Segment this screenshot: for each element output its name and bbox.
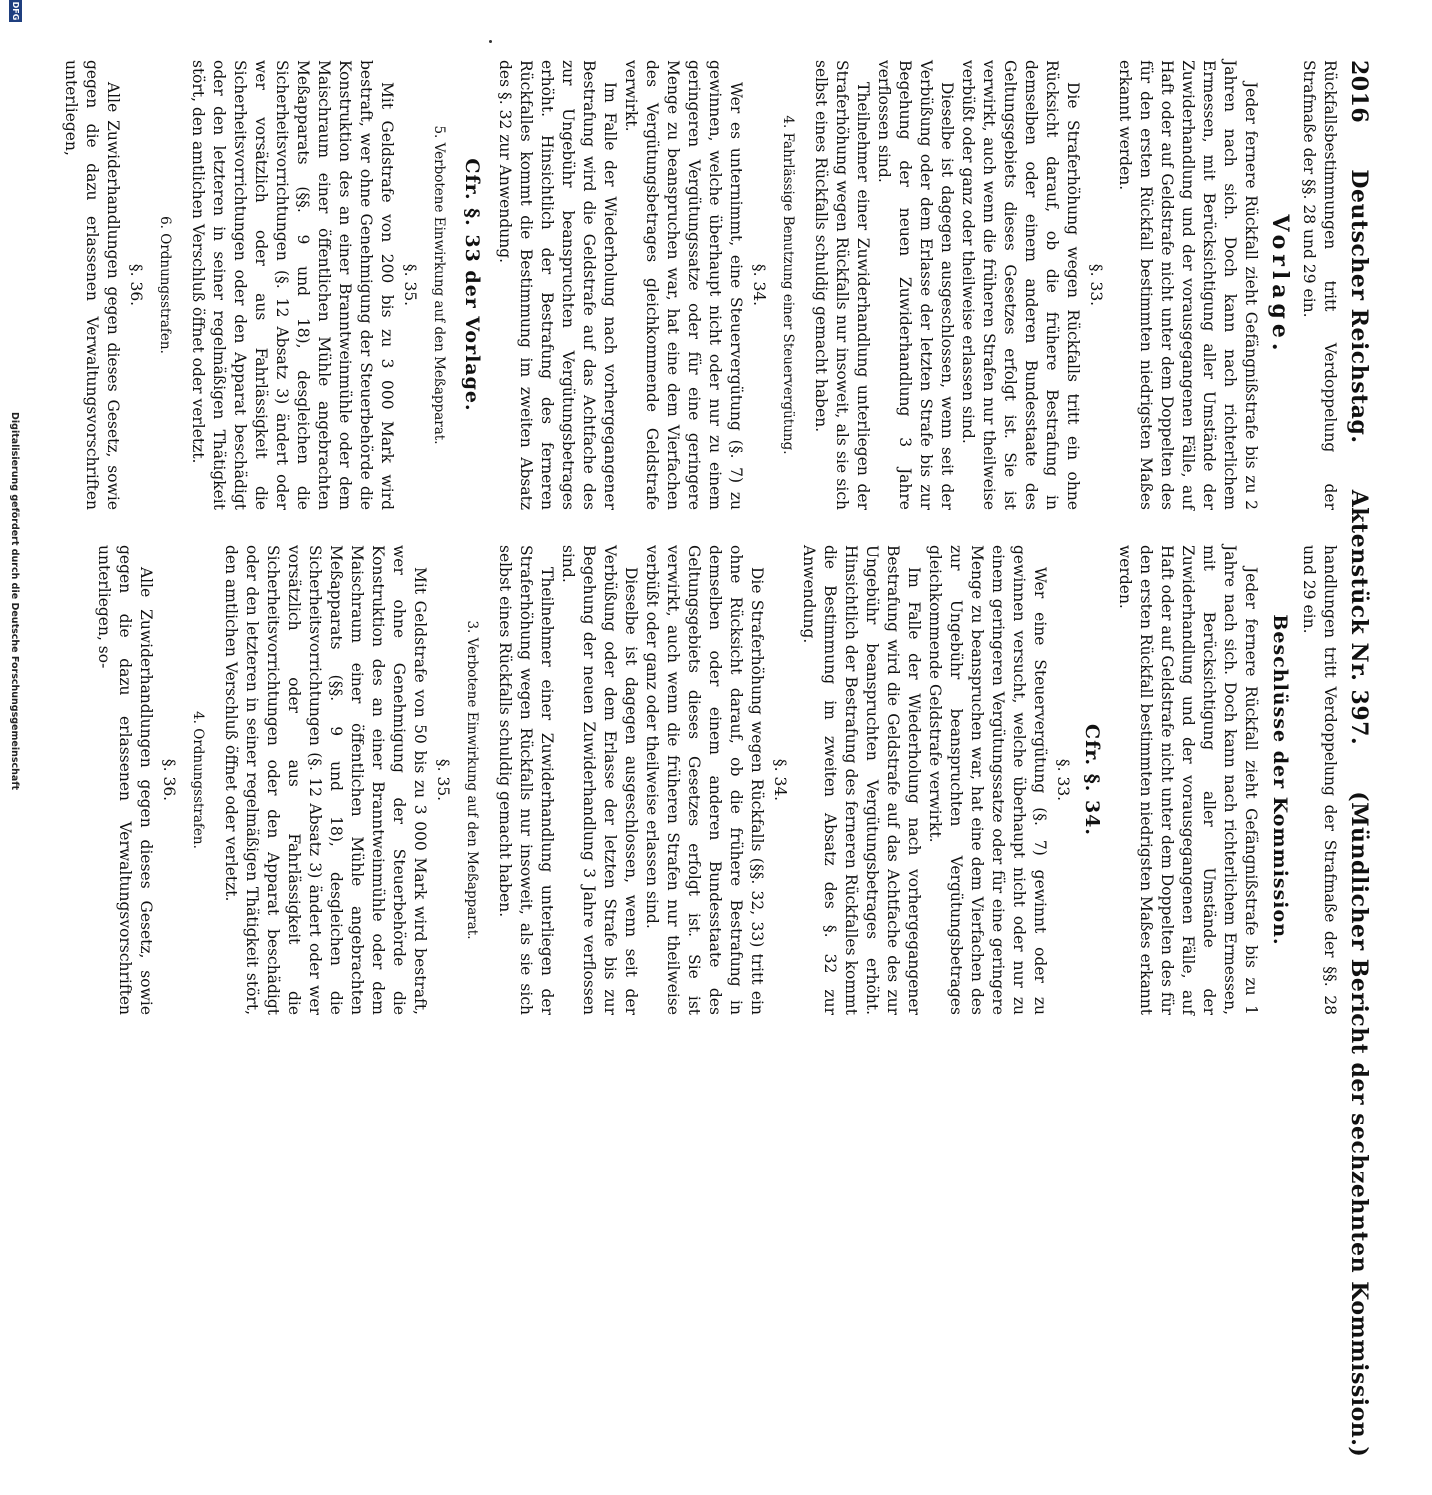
paragraph: Mit Geldstrafe von 200 bis zu 3 000 Mark wird bestraft, wer ohne Genehmigung der Steuerbehörde die Konstruktion des an einer Branntweinmühle oder dem Maischraum einer öffentlichen Mühle angebrachten Meßapparats (§§. 9 und 18), desgleichen die Sicherheitsvorrichtungen (§. 12 Absatz 3) ändert oder wer vorsätzlich oder aus Fahrlässigkeit die Sicherheitsvorrichtungen oder den Apparat beschädigt oder den letzteren in seiner regelmäßigen Thätigkeit stört, den amtlichen Verschluß öffnet oder verletzt. (189, 60, 396, 510)
page-header (1346, 60, 1372, 1458)
scan-speck (489, 40, 492, 43)
cross-reference: Cfr. §. 33 der Vorlage. (461, 158, 483, 412)
right-column-kommission (93, 545, 1340, 1015)
subsection-heading: 3. Verbotene Einwirkung auf den Meßapparat. (464, 620, 480, 940)
subsection-heading: 4. Ordnungsstrafen. (190, 711, 206, 849)
section-number: §. 33. (1087, 263, 1105, 307)
section-number: §. 34. (750, 263, 768, 307)
paragraph: Wer es unternimmt, eine Steuervergütung (§. 7) zu gewinnen, welche überhaupt nicht oder nur zu einem geringeren Vergütungssatze oder für eine geringere Menge zu beanspruchen war, hat eine dem Vierfachen des Vergütungsbetrages gleichkommende Geldstrafe verwirkt. (622, 60, 745, 510)
paragraph: Wer eine Steuervergütung (§. 7) gewinnt oder zu gewinnen versucht, welche überhaupt nicht oder nur zu einem geringeren Vergütungssatze oder für eine geringere Menge zu beanspruchen war, hat eine dem Vierfachen des zur Ungebühr beanspruchten Vergütungsbetrages gleichkommende Geldstrafe verwirkt. (926, 545, 1049, 1015)
section-number: §. 36. (127, 263, 145, 307)
section-number: §. 34. (771, 758, 789, 802)
paragraph: Dieselbe ist dagegen ausgeschlossen, wenn seit der Verbüßung oder dem Erlasse der letzten Strafe bis zur Begehung der neuen Zuwiderhandlung 3 Jahre verflossen sind. (559, 545, 640, 1015)
dfg-logo-icon: DFG (11, 1, 20, 21)
column-title: Beschlüsse der Kommission. (1269, 614, 1291, 946)
paragraph: Jeder fernere Rückfall zieht Gefängnißstrafe bis zu 2 Jahren nach sich. Doch kann nach richterlichem Ermessen, mit Berücksichtigung aller Umstände der Zuwiderhandlung und der vorausgegangenen Fälle, auf Haft oder auf Geldstrafe nicht unter dem Doppelten des für den ersten Rückfall bestimmten niedrigsten Maßes erkannt werden. (1116, 60, 1260, 510)
paragraph: Theilnehmer einer Zuwiderhandlung unterliegen der Straferhöhung wegen Rückfalls nur insoweit, als sie sich selbst eines Rückfalls schuldig gemacht haben. (812, 60, 872, 510)
publication-title: Deutscher Reichstag. (1346, 169, 1372, 444)
subsection-heading: 4. Fahrlässige Benutzung einer Steuervergütung. (780, 115, 796, 455)
paragraph: Im Falle der Wiederholung nach vorhergegangener Bestrafung wird die Geldstrafe auf das Achtfache des zur Ungebühr beanspruchten Vergütungsbetrages erhöht. Hinsichtlich der Bestrafung des ferneren Rückfalles kommt die Bestimmung im zweiten Absatz des §. 32 zur Anwendung. (800, 545, 923, 1015)
section-number: §. 36. (160, 758, 178, 802)
subsection-heading: 5. Verbotene Einwirkung auf den Meßapparat. (431, 125, 447, 445)
paragraph: Dieselbe ist dagegen ausgeschlossen, wenn seit der Verbüßung oder dem Erlasse der letzten Strafe bis zur Begehung der neuen Zuwiderhandlung 3 Jahre verflossen sind. (875, 60, 956, 510)
paragraph: Jeder fernere Rückfall zieht Gefängnißstrafe bis zu 1 Jahre nach sich. Doch kann nach richterlichem Ermessen, mit Berücksichtigung aller Umstände der Zuwiderhandlung und der vorausgegangenen Fälle, auf Haft oder auf Geldstrafe nicht unter dem Doppelten des für den ersten Rückfall bestimmten niedrigsten Maßes erkannt werden. (1116, 545, 1260, 1015)
section-number: §. 33. (1054, 758, 1072, 802)
section-number: §. 35. (401, 263, 419, 307)
section-number: §. 35. (434, 758, 452, 802)
cross-reference: Cfr. §. 34. (1081, 723, 1103, 836)
paragraph: Die Straferhöhung wegen Rückfalls tritt ein ohne Rücksicht darauf, ob die frühere Bestrafung in demselben oder einem anderen Bundesstaate des Geltungsgebiets dieses Gesetzes erfolgt ist. Sie ist verwirkt, auch wenn die früheren Strafen nur theilweise verbüßt oder ganz oder theilweise erlassen sind. (959, 60, 1082, 510)
paragraph: handlungen tritt Verdoppelung der Strafmaße der §§. 28 und 29 ein. (1300, 545, 1339, 1015)
subsection-heading: 6. Ordnungsstrafen. (157, 216, 173, 354)
paragraph: Im Falle der Wiederholung nach vorhergegangener Bestrafung wird die Geldstrafe auf das Achtfache des zur Ungebühr beanspruchten Vergütungsbetrages erhöht. Hinsichtlich der Bestrafung des ferneren Rückfalles kommt die Bestimmung im zweiten Absatz des §. 32 zur Anwendung. (496, 60, 619, 510)
paragraph: Mit Geldstrafe von 50 bis zu 3 000 Mark wird bestraft, wer ohne Genehmigung der Steuerbehörde die Konstruktion des an einer Branntweinmühle oder dem Maischraum einer öffentlichen Mühle angebrachten Meßapparats (§§. 9 und 18), desgleichen die Sicherheitsvorrichtungen (§. 12 Absatz 3) ändert oder wer vorsätzlich oder aus Fahrlässigkeit die Sicherheitsvorrichtungen oder den Apparat beschädigt oder den letzteren in seiner regelmäßigen Thätigkeit stört, den amtlichen Verschluß öffnet oder verletzt. (222, 545, 429, 1015)
paragraph: Alle Zuwiderhandlungen gegen dieses Gesetz, sowie gegen die dazu erlassenen Verwaltungsvorschriften unterliegen, (62, 60, 122, 510)
document-reference: Aktenstück Nr. 397. (1346, 489, 1372, 746)
left-column-vorlage (60, 60, 1340, 510)
paragraph: Theilnehmer einer Zuwiderhandlung unterliegen der Straferhöhung wegen Rückfalls nur insoweit, als sie sich selbst eines Rückfalls schuldig gemacht haben. (496, 545, 556, 1015)
paragraph: Alle Zuwiderhandlungen gegen dieses Gesetz, sowie gegen die dazu erlassenen Verwaltungsvorschriften unterliegen, so- (95, 545, 155, 1015)
paragraph: Die Straferhöhung wegen Rückfalls (§§. 32, 33) tritt ein ohne Rücksicht darauf, ob die frühere Bestrafung in demselben oder einem anderen Bundesstaate des Geltungsgebiets dieses Gesetzes erfolgt ist. Sie ist verwirkt, auch wenn die früheren Strafen nur theilweise verbüßt oder ganz oder theilweise erlassen sind. (643, 545, 766, 1015)
paragraph: Rückfallsbestimmungen tritt Verdoppelung der Strafmaße der §§. 28 und 29 ein. (1300, 60, 1339, 510)
report-title: (Mündlicher Bericht der sechzehnten Kommission.) (1346, 791, 1372, 1458)
page-number: 2016 (1346, 60, 1372, 124)
column-title: Vorlage. (1267, 214, 1293, 356)
digitization-note: Digitalisierung gefördert durch die Deutsche Forschungsgemeinschaft (9, 412, 20, 790)
